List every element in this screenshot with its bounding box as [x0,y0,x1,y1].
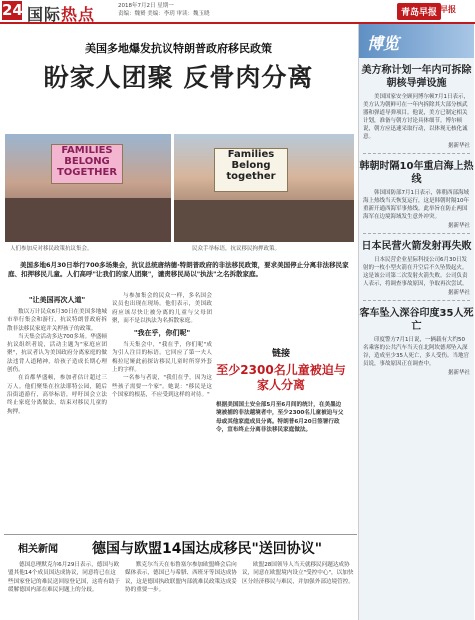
paragraph: 数以万计民众6月30日在美国多地城市举行集会和游行，抗议特朗普政府拆散非法移民家庭并关押孩子的政策。 [7,309,107,332]
divider [363,153,470,154]
divider [363,233,470,234]
brief-headline: 客车坠入深谷印度35人死亡 [359,308,474,332]
paragraph: 韩国国防部7月1日表示，韩朝西部海域海上热线当天恢复运行，这是韩朝时隔10年重新开通西海军事热线。此举旨在防止两国海军在边境海域发生意外冲突。 [363,190,469,220]
subheading: "我在乎，你们呢" [133,329,191,338]
page-number: 24 [2,1,23,19]
subheading: "让美国再次人道" [28,296,86,304]
brand-tag: 早报 [440,5,456,14]
photo-caption-1: 人们参加反对移民政策抗议集会。 [10,246,93,252]
protest-sign [214,148,288,192]
link-kicker: 链接 [271,349,290,359]
brief-headline: 韩朝时隔10年重启海上热线 [359,161,474,185]
related-news [4,534,357,593]
article-column-2 [112,292,212,524]
paragraph: 欧盟28国领导人当天就移民问题达成协议，同意在欧盟境内设立"受控中心"，以加快区分经济移民与难民，并加强外部边境管控。 [242,562,354,585]
crowd-shape [174,200,354,242]
protest-photo-2 [174,134,354,242]
paragraph: 当天集会活动多达700多场。华盛顿抗议组织者说，活动主题为"家庭应团聚"，抗议者认为美国政府分离家庭的做法违背人道精神，给孩子造成长期心理创伤。 [7,333,107,374]
paragraph: 默克尔当天在布鲁塞尔参加欧盟峰会后向媒体表示，德国已与希腊、西班牙等国达成协议，这是德国执政联盟内部就难民政策达成妥协的重要一步。 [125,562,237,593]
divider [363,300,470,301]
brief-source: 据新华社 [447,290,470,296]
sign-line: BELONG [64,156,110,167]
section-title [27,2,95,25]
sidebar-banner-title: 博览 [367,34,400,53]
brief-body [359,189,474,221]
protest-sign [51,144,123,184]
photo-caption-2: 民众手举标语，抗议移民拘押政策。 [192,246,281,252]
sign-line: Families [227,149,275,160]
brief-source: 据新华社 [447,223,470,229]
link-headline: 至少2300名儿童被迫与家人分离 [216,363,346,392]
sign-line: FAMILIES [61,145,113,156]
date-line-1: 2018年7月2日 星期一 [118,3,174,9]
crowd-shape [5,198,171,242]
brief-body [359,256,474,288]
sign-line: together [226,171,276,182]
brief-body [359,336,474,368]
paragraph: 印度警方7月1日说，一辆载有大约50名乘客的公共汽车当天在北阿坎德邦坠入深谷，造成至少35人死亡，多人受伤。当地官员说，事故原因正在调查中。 [363,337,469,367]
paragraph: 德国总理默克尔6月29日表示，德国与欧盟其他14个成员国达成协议，同意将已在这些国家登记的难民送回原登记国，这将有助于缓解德国内部在难民问题上的分歧。 [8,562,120,593]
related-column-2 [125,561,237,594]
page-header [0,0,475,24]
date-line [118,2,210,18]
date-line-2: 责编：魏赟 美编：李玥 审读：魏玉晓 [118,11,210,17]
paragraph: 与参加集会的民众一样，多名国会议员也出现在现场。他们表示，美国政府应该尽快让被分离的儿童与父母团聚，而不是以执法为名拆散家庭。 [112,293,212,324]
brief-source: 据新华社 [447,143,470,149]
paragraph: 当天集会中，"我在乎，你们呢"成为引人注目的标语。它回应了第一夫人梅拉尼娅此前探访移民儿童时所穿外套上的字样。 [112,342,212,374]
related-column-1 [8,561,120,594]
brief-source: 据新华社 [447,370,470,376]
article-headline: 盼家人团聚 反骨肉分离 [43,63,314,92]
paragraph: 在首都华盛顿，参加者估计超过三万人。他们聚集在拉法耶特公园，随后沿街道游行，高举标语，呼吁国会立法终止家庭分离做法，结束对移民儿童的拘押。 [7,375,107,415]
sign-line: TOGETHER [56,167,118,178]
sign-line: Belong [231,160,271,171]
section-title-b: 热点 [61,5,96,24]
related-column-3 [242,561,354,586]
related-tag: 相关新闻 [18,544,58,555]
link-box [216,346,346,526]
sidebar [358,24,474,620]
link-body: 根据美国国土安全部5月至6月间的统计，在美墨边境被捕的非法越境者中，至少2300名儿童被迫与父母或其他家庭成员分离。特朗普6月20日签署行政令，宣布终止分离非法移民家庭做法。 [216,402,344,433]
brief-headline: 美方称计划一年内可拆除朝核导弹设施 [361,65,472,89]
paragraph: 一名参与者说，"我们在乎，因为这些孩子需要一个家"。她说："移民是这个国家的根基，不应受到这样的对待。" [112,375,212,398]
protest-photo-1 [5,134,171,242]
brand-logo: 青岛早报 [397,3,441,20]
paragraph: 美国国家安全顾问博尔顿7月1日表示，美方认为朝鲜可在一年内拆除其大部分核武器和弹道导弹项目。他说，美方已制定相关计划，准备与朝方讨论具体细节。博尔顿说，朝方应迅速采取行动，以体现无核化诚意。 [363,94,469,140]
article-column-1 [7,292,107,524]
article-intro: 美国多地6月30日举行700多场集会，抗议总统唐纳德·特朗普政府的非法移民政策，要求美国停止分离非法移民家庭、扣押移民儿童。人们高呼"让我们的家人团聚"，谴责移民局以"执法"之名拆散家庭。 [8,261,349,278]
sidebar-banner [359,24,474,58]
brief-body [359,93,474,141]
paragraph: 日本民营企业星际科技公司6月30日发射的一枚小型火箭在升空后不久坠毁起火。这是该公司第二次发射火箭失败。公司负责人表示，将调查事故原因，争取再次尝试。 [363,257,468,287]
brief-headline: 日本民营火箭发射再失败 [361,241,472,252]
section-title-a: 国际 [27,5,62,24]
related-headline: 德国与欧盟14国达成移民"送回协议" [92,541,323,557]
article-kicker: 美国多地爆发抗议特朗普政府移民政策 [85,42,272,55]
